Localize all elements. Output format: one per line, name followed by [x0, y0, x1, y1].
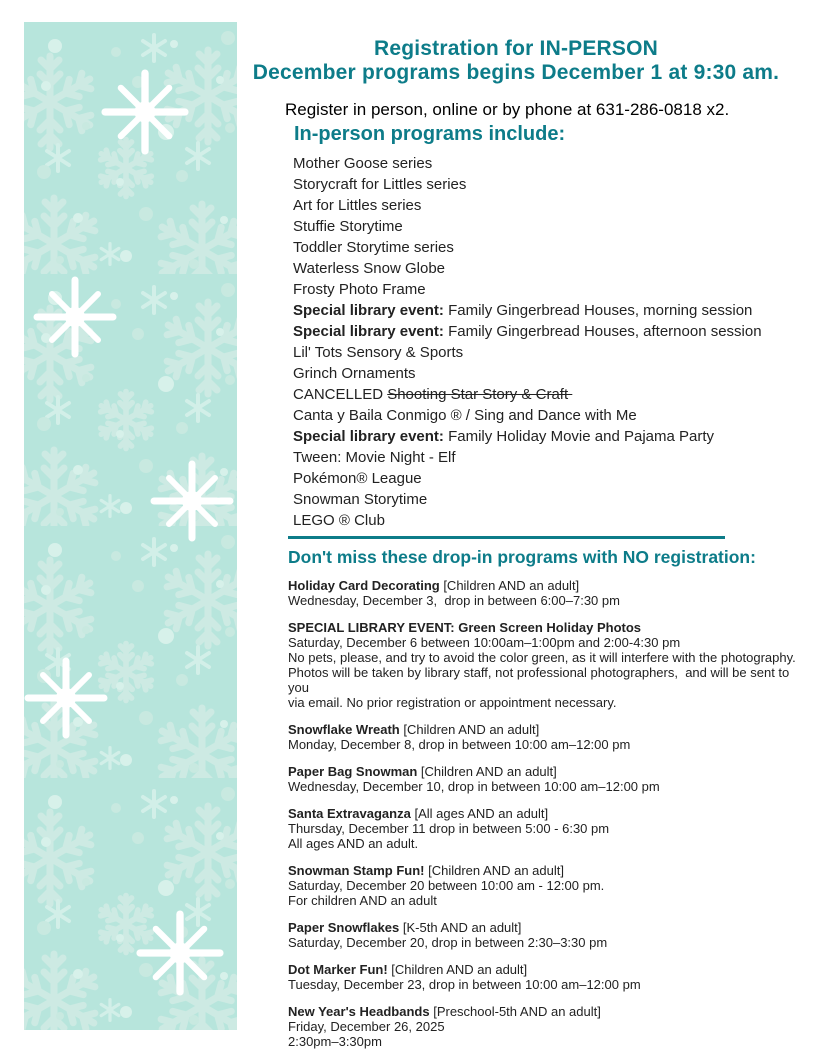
special-event-label: Special library event:	[293, 428, 444, 445]
dropin-program-title: Dot Marker Fun! [Children AND an adult]	[288, 962, 528, 977]
dropin-program	[288, 620, 808, 710]
dropin-program-title: Holiday Card Decorating [Children AND an adult]	[288, 578, 580, 593]
dropin-program-detail: Saturday, December 6 between 10:00am–1:00pm and 2:00-4:30 pm	[288, 635, 681, 650]
cancelled-program-name: Shooting Star Story & Craft	[387, 386, 573, 403]
dropin-program-title: New Year's Headbands [Preschool-5th AND an adult]	[288, 1004, 601, 1019]
dropin-program-detail: Wednesday, December 10, drop in between 10:00 am–12:00 pm	[288, 779, 660, 794]
inperson-program-item: Frosty Photo Frame	[293, 281, 426, 298]
inperson-program-item: Mother Goose series	[293, 155, 433, 172]
registration-info: Register in person, online or by phone at 631-286-0818 x2.	[285, 100, 730, 119]
dropin-program-detail: Saturday, December 20 between 10:00 am - 12:00 pm.	[288, 878, 605, 893]
dropin-program	[288, 764, 808, 794]
sidebar-decoration	[24, 22, 237, 1030]
inperson-program-item: Toddler Storytime series	[293, 239, 454, 256]
dropin-program	[288, 863, 808, 908]
dropin-program-title: Paper Bag Snowman [Children AND an adult]	[288, 764, 557, 779]
dropin-program-detail: Monday, December 8, drop in between 10:00 am–12:00 pm	[288, 737, 631, 752]
dropin-program-detail: Friday, December 26, 2025	[288, 1019, 445, 1034]
dropin-program-detail: For children AND an adult	[288, 893, 437, 908]
dropin-program	[288, 920, 808, 950]
dropin-program-detail: Photos will be taken by library staff, not professional photographers, and will be sent to you	[288, 665, 793, 695]
dropin-program-detail: via email. No prior registration or appointment necessary.	[288, 695, 617, 710]
snowflake-pattern	[24, 22, 237, 1030]
dropin-program-detail: Wednesday, December 3, drop in between 6:00–7:30 pm	[288, 593, 620, 608]
inperson-program-item: Waterless Snow Globe	[293, 260, 446, 277]
dropin-program-title: Paper Snowflakes [K-5th AND an adult]	[288, 920, 522, 935]
dropin-program-detail: Tuesday, December 23, drop in between 10:00 am–12:00 pm	[288, 977, 641, 992]
title-line-1: Registration for IN-PERSON	[373, 37, 659, 60]
inperson-program-item: LEGO ® Club	[293, 512, 385, 529]
inperson-program-item: Pokémon® League	[293, 470, 422, 487]
dropin-program	[288, 962, 808, 992]
dropin-program-detail: 2:30pm–3:30pm	[288, 1034, 382, 1049]
inperson-program-item: Special library event: Family Gingerbread Houses, morning session	[293, 302, 753, 319]
inperson-program-list	[293, 153, 762, 531]
dropin-program-title: Snowman Stamp Fun! [Children AND an adult]	[288, 863, 564, 878]
dropin-program	[288, 1004, 808, 1049]
inperson-program-item: Art for Littles series	[293, 197, 422, 214]
inperson-program-item: Snowman Storytime	[293, 491, 428, 508]
dropin-program	[288, 722, 808, 752]
inperson-heading: In-person programs include:	[294, 123, 566, 145]
dropin-program-detail: Saturday, December 20, drop in between 2:30–3:30 pm	[288, 935, 608, 950]
dropin-program-list	[288, 578, 808, 1056]
inperson-program-item: Canta y Baila Conmigo ® / Sing and Dance with Me	[293, 407, 637, 424]
inperson-program-item: Lil' Tots Sensory & Sports	[293, 344, 464, 361]
inperson-program-item: Special library event: Family Gingerbread Houses, afternoon session	[293, 323, 762, 340]
special-event-label: Special library event:	[293, 323, 444, 340]
dropin-program-title: Santa Extravaganza [All ages AND an adult]	[288, 806, 549, 821]
dropin-program-detail: No pets, please, and try to avoid the color green, as it will interfere with the photography.	[288, 650, 796, 665]
dropin-heading: Don't miss these drop-in programs with NO registration:	[288, 547, 756, 567]
dropin-program-detail: All ages AND an adult.	[288, 836, 419, 851]
dropin-program-detail: Thursday, December 11 drop in between 5:00 - 6:30 pm	[288, 821, 610, 836]
dropin-program	[288, 578, 808, 608]
section-divider	[288, 536, 725, 539]
title-line-2: December programs begins December 1 at 9:30 am.	[252, 61, 780, 84]
dropin-program-title: SPECIAL LIBRARY EVENT: Green Screen Holiday Photos	[288, 620, 642, 635]
inperson-program-item: Special library event: Family Holiday Movie and Pajama Party	[293, 428, 715, 445]
dropin-program-title: Snowflake Wreath [Children AND an adult]	[288, 722, 540, 737]
inperson-program-item: Tween: Movie Night - Elf	[293, 449, 456, 466]
dropin-program	[288, 806, 808, 851]
inperson-program-item: Storycraft for Littles series	[293, 176, 467, 193]
page-title	[236, 37, 796, 85]
special-event-label: Special library event:	[293, 302, 444, 319]
inperson-program-item: Stuffie Storytime	[293, 218, 403, 235]
inperson-program-item: Grinch Ornaments	[293, 365, 416, 382]
inperson-program-item: CANCELLED Shooting Star Story & Craft	[293, 386, 573, 403]
